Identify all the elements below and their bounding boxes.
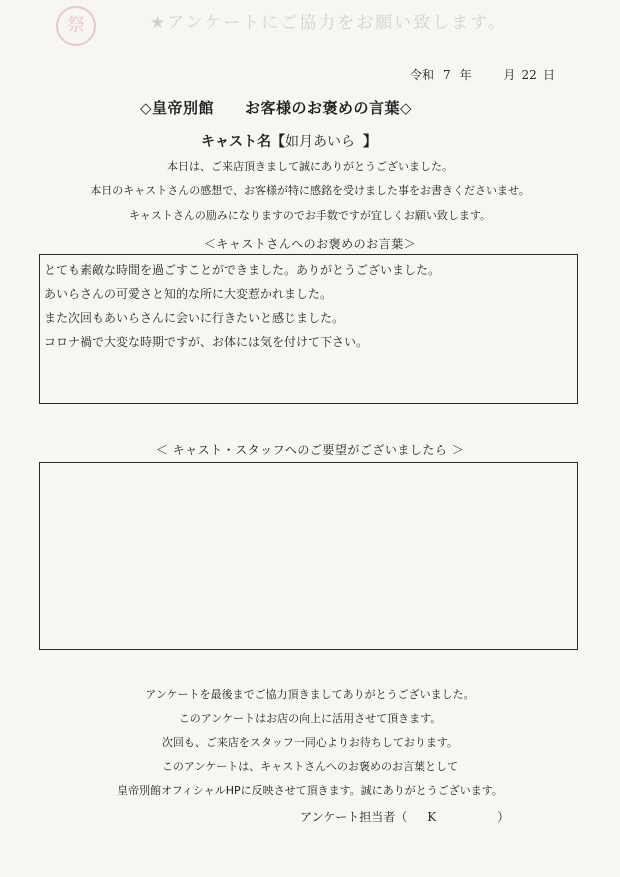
praise-comment-box [39, 254, 578, 404]
intro-line-2: 本日のキャストさんの感想で、お客様が特に感銘を受けました事をお書きくださいませ。 [90, 184, 530, 197]
page-title: ◇皇帝別館 お客様のお褒めの言葉◇ [140, 99, 413, 117]
staff-field [300, 808, 509, 825]
cast-name-label: キャスト名【 [201, 134, 285, 150]
date-year: 7 [443, 68, 451, 82]
seal-stamp: 祭 [56, 6, 96, 46]
praise-line-4: コロナ禍で大変な時期ですが、お体には気を付けて下さい。 [44, 335, 369, 349]
closing-line-2: このアンケートはお店の向上に活用させて頂きます。 [178, 712, 442, 725]
closing-line-5: 皇帝別館オフィシャルHPに反映させて頂きます。誠にありがとうございます。 [117, 784, 503, 797]
cast-name-close: 】 [363, 134, 377, 150]
praise-line-2: あいらさんの可愛さと知的な所に大変惹かれました。 [44, 287, 333, 301]
date-year-label: 年 [459, 68, 472, 82]
staff-close: ） [497, 810, 510, 824]
request-comment-box [39, 462, 578, 650]
date-line [410, 66, 555, 83]
praise-line-1: とても素敵な時間を過ごすことができました。ありがとうございました。 [44, 263, 441, 277]
staff-label: アンケート担当者（ [300, 810, 408, 824]
intro-line-1: 本日は、ご来店頂きまして誠にありがとうございました。 [167, 160, 453, 173]
date-day: 22 [521, 68, 537, 82]
date-day-label: 日 [543, 68, 556, 82]
date-era: 令和 [410, 68, 435, 82]
cast-name-value: 如月あいら [285, 134, 355, 150]
praise-line-3: また次回もあいらさんに会いに行きたいと感じました。 [44, 311, 345, 325]
request-heading: ＜ キャスト・スタッフへのご要望がございましたら ＞ [155, 443, 465, 457]
bleed-through-header: ★アンケートにご協力をお願い致します。 [150, 13, 507, 33]
intro-line-3: キャストさんの励みになりますのでお手数ですが宜しくお願い致します。 [128, 209, 492, 222]
closing-line-3: 次回も、ご来店をスタッフ一同心よりお待ちしております。 [161, 736, 459, 749]
date-month-label: 月 [503, 68, 516, 82]
praise-heading: ＜キャストさんへのお褒めのお言葉＞ [203, 237, 417, 251]
staff-value: K [427, 810, 437, 824]
cast-name-field [201, 131, 377, 151]
closing-line-4: このアンケートは、キャストさんへのお褒めのお言葉として [161, 760, 459, 773]
closing-line-1: アンケートを最後までご協力頂きましてありがとうございました。 [145, 688, 475, 701]
